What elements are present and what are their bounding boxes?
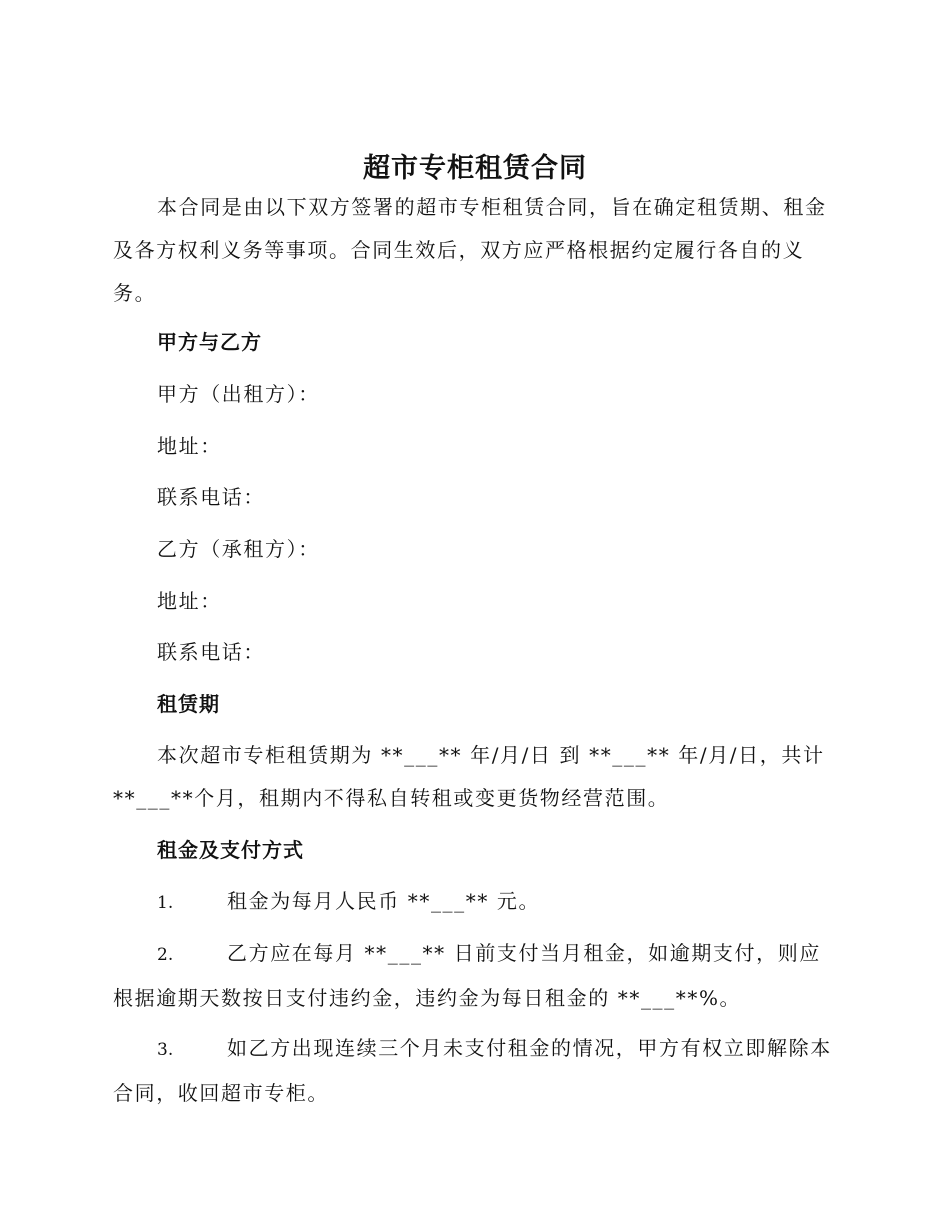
rent-item-number: 2. — [157, 945, 174, 965]
lessor-label: 甲方（出租方）： — [157, 382, 320, 406]
lessee-phone-label: 联系电话： — [157, 640, 265, 664]
rent-item — [113, 932, 835, 1020]
lessee-address-label: 地址： — [157, 589, 222, 613]
rent-item — [113, 880, 835, 925]
document-title: 超市专柜租赁合同 — [363, 153, 587, 184]
rent-item-text: 如乙方出现连续三个月未支付租金的情况，甲方有权立即解除本合同，收回超市专柜。 — [113, 1036, 832, 1105]
term-paragraph: 本次超市专柜租赁期为 **___** 年/月/日 到 **___** 年/月/日，共计 **___**个月，租期内不得私自转租或变更货物经营范围。 — [113, 743, 825, 810]
rent-item-text: 租金为每月人民币 **___** 元。 — [227, 889, 541, 913]
rent-item — [113, 1027, 835, 1115]
lessor-phone-label: 联系电话： — [157, 485, 265, 509]
intro-paragraph: 本合同是由以下双方签署的超市专柜租赁合同，旨在确定租赁期、租金及各方权利义务等事项。合同生效后，双方应严格根据约定履行各自的义务。 — [113, 195, 827, 305]
rent-item-number: 3. — [157, 1040, 174, 1060]
rent-item-number: 1. — [157, 893, 174, 913]
section-heading-rent: 租金及支付方式 — [157, 838, 304, 862]
lessee-label: 乙方（承租方）： — [157, 537, 320, 561]
section-heading-parties: 甲方与乙方 — [157, 330, 262, 354]
rent-item-text: 乙方应在每月 **___** 日前支付当月租金，如逾期支付，则应根据逾期天数按日支付违约金，违约金为每日租金的 **___**%。 — [113, 941, 821, 1010]
section-heading-term: 租赁期 — [157, 692, 220, 716]
lessor-address-label: 地址： — [157, 434, 222, 458]
